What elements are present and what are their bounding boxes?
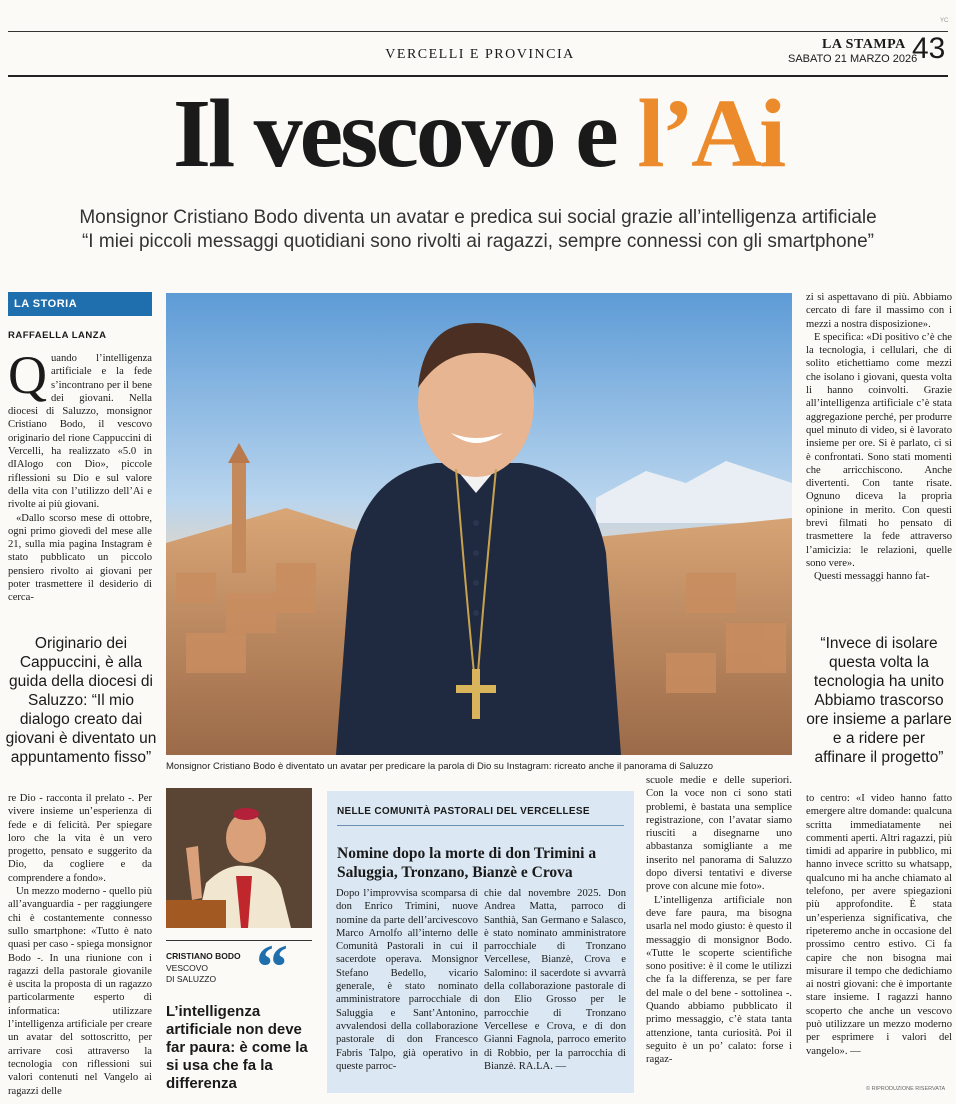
profile-title [166, 963, 216, 985]
page-number: 43 [912, 32, 946, 65]
header-rule-top [8, 31, 948, 32]
paragraph: «Dallo scorso mese di ottobre, ogni primo giovedì del mese alle 21, sulla mia pagina Instagram è stato pubblicato un piccolo pensiero rivolto ai giovani per poter trasmettere il desiderio di cerca- [8, 512, 152, 604]
issue-date: SABATO 21 MARZO 2026 [788, 53, 918, 65]
article-column-middle [646, 774, 792, 1067]
avatar-photo [166, 293, 792, 755]
corner-mark: YC [940, 18, 949, 24]
pull-quote-right: “Invece di isolare questa volta la tecnologia ha unito Abbiamo trascorso ore insieme a parlare e a ridere per affinare il progetto” [806, 635, 952, 766]
headline [0, 76, 956, 194]
profile-pull-quote: L’intelligenza artificiale non deve far paura: è come la si usa che fa la differenza [166, 1003, 308, 1092]
paragraph: re Dio - racconta il prelato -. Per vivere insieme un’esperienza di fede e di felicità. Per spiegare loro che la vita è un vero progetto, pensato e suggerito da Dio, da cogliere e da comprendere a fondo». [8, 793, 152, 884]
paragraph: Questi messaggi hanno fat- [814, 571, 930, 583]
kicker: LA STORIA [8, 292, 152, 316]
photo-caption: Monsignor Cristiano Bodo è diventato un avatar per predicare la parola di Dio su Instagram: ricreato anche il panorama di Saluzzo [166, 761, 714, 772]
paragraph: scuole medie e delle superiori. Con la voce non ci sono stati problemi, è bastata una semplice registrazione, con l’avatar siamo riusciti a disegnarne uno abbastanza somigliante a me inserito nel panorama di Saluzzo dopo diversi tentativi e diverse prove con alcune mie foto». [646, 775, 792, 893]
bishop-photo [166, 788, 312, 928]
deck-line-1: Monsignor Cristiano Bodo diventa un avatar e predica sui social grazie all’intelligenza artificiale [79, 207, 877, 228]
newspaper-logo: LA STAMPA [822, 37, 906, 52]
paragraph: E specifica: «Di positivo c’è che la tecnologia, i cellulari, che di solito etichettiamo come mezzi che isolano i giovani, questa volta li hanno coinvolti. Grazie all’intelligenza artificiale c’è stata aggregazione perché, per produrre quel minuto di video, si è lavorato insieme per ore. Si è parlato, ci si è confrontati. Sono stati momenti che arricchiscono. Anche divertenti. Con tante risate. Ognuno diceva la propria opinione in merito. Con questi brevi filmati ho pensato di trasmettere la fede attraverso l’amicizia: le relazioni, quelle sono vere». [806, 331, 952, 569]
quote-mark-icon: “ [256, 931, 288, 1002]
article-column-right-1 [806, 291, 952, 584]
paragraph: Un mezzo moderno - quello più all’avanguardia - per raggiungere chi è costantemente connesso sullo smartphone: «Tutto è nato quasi per caso - spiega monsignor Bodo -. In una riunione con i ragazzi della pastorale giovanile è uscita la proposta di un ragazzo particolarmente esperto di informatica: utilizzare l’intelligenza artificiale per creare un avatar del sottoscritto, per arrivare così attraverso la tecnologia con riflessioni sui valori contenuti nel Vangelo ai ragazzi delle [8, 886, 152, 1097]
box-column-1: Dopo l’improvvisa scomparsa di don Enrico Trimini, nuove nomine da parte dell’arcivescovo Marco Arnolfo all’interno delle Comunità Pastorali in cui il sacerdote operava. Monsignor Stefano Bedello, vicario generale, è stato nominato amministratore parrocchiale di Saluggia e Sant’Antonino, avvalendosi della collaborazione pastorale di don Francesco Fabris Talpo, già operativo in queste parroc- [336, 888, 478, 1072]
byline: RAFFAELLA LANZA [8, 330, 107, 341]
profile-rule [166, 940, 312, 941]
box-kicker: NELLE COMUNITÀ PASTORALI DEL VERCELLESE [337, 806, 624, 826]
box-column-2: chie dal novembre 2025. Don Andrea Matta, parroco di Santhià, San Germano e Salasco, è stato nominato amministratore parrocchiale di Tronzano Vercellese, Bianzè, Crova e Salomino: il sacerdote si avvarrà della collaborazione pastorale di don Elio Grosso per le parrocchie di Tronzano Vercellese e Crova, e di don Gianni Fagnola, parroco emerito di Robbio, per la parrocchia di Bianzè. RA.LA. — [484, 888, 626, 1072]
article-column-1 [8, 345, 152, 605]
headline-part2: l’Ai [637, 80, 784, 188]
pull-quote-left: Originario dei Cappuccini, è alla guida della diocesi di Saluzzo: “Il mio dialogo creato dai giovani è diventato un appuntamento fisso” [5, 635, 157, 766]
copyright-notice: © RIPRODUZIONE RISERVATA [866, 1086, 946, 1092]
paragraph: uando l’intelligenza artificiale e la fede s’incontrano per il bene dei giovani. Nella diocesi di Saluzzo, monsignor Cristiano Bodo, il vescovo originario del rione Cappuccini di Vercelli, ha realizzato «5.0 in dIAlogo con Dio», piccole riflessioni su Dio e sul valore della vita con l’utilizzo dell’Ai e rivolte ai più giovani. [8, 353, 152, 511]
box-headline: Nomine dopo la morte di don Trimini a Saluggia, Tronzano, Bianzè e Crova [337, 845, 597, 881]
profile-title-line-2: DI SALUZZO [166, 974, 217, 984]
article-column-2 [8, 792, 152, 1098]
profile-title-line-1: VESCOVO [166, 963, 209, 973]
paragraph: to centro: «I video hanno fatto emergere altre domande: qualcuna scritta immediatamente nei commenti aperti. Altri ragazzi, più timidi ad apparire in pubblico, mi hanno invece scritto su whatsapp, qualcuno mi ha anche chiamato al telefono, per avere spiegazioni più approfondite. È stata un’esperienza significativa, che ripeteremo anche in occasione del prossimo centro estivo. Ci fa capire che non bisogna mai misurare il tempo che dedichiamo ai nostri giovani: che è importante stare insieme. I ragazzi hanno scoperto che anche un vescovo può utilizzare un mezzo moderno per esprimere i valori del vangelo». — [806, 793, 952, 1057]
deck-line-2: “I miei piccoli messaggi quotidiani sono rivolti ai ragazzi, sempre connessi con gli smartphone” [81, 231, 875, 252]
paragraph: L’intelligenza artificiale non deve fare paura, ma bisogna usarla nel modo giusto: è questo il messaggio di monsignor Bodo. «Tutte le scoperte scientifiche sono positive: è il come le utilizzi che fa la differenza, se per fare del male o del bene - sottolinea -. Quando abbiamo pubblicato il primo messaggio, c’è stata tanta attenzione, tanta curiosità. Poi il seguito è un po’ calato: forse i ragaz- [646, 894, 792, 1066]
deck [20, 206, 936, 254]
profile-name: CRISTIANO BODO [166, 951, 241, 961]
headline-part1: Il vescovo e [172, 80, 638, 188]
paragraph: zi si aspettavano di più. Abbiamo cercato di fare il massimo con i mezzi a nostra disposizione». [806, 292, 952, 330]
drop-cap: Q [8, 345, 47, 405]
section-title: VERCELLI E PROVINCIA [385, 47, 575, 62]
article-column-right-2 [806, 792, 952, 1058]
